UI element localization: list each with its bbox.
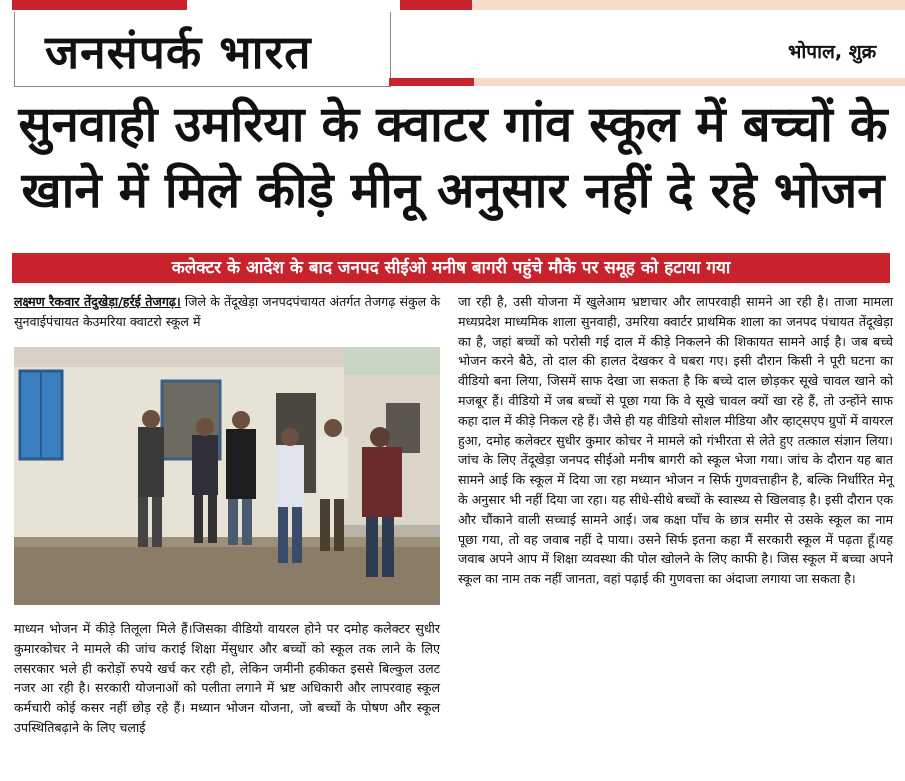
masthead-box [14, 12, 391, 87]
top-peach-band [472, 0, 905, 10]
masthead-red-stripe [389, 78, 474, 86]
top-red-stripe-left [12, 0, 187, 10]
byline: लक्ष्मण रैकवार तेंदुखेड़ा/हर्रई तेजगढ़। [14, 294, 181, 309]
dateline: भोपाल, शुक्र [788, 41, 877, 63]
article-lead-text: जिले के तेंदूखेड़ा जनपदपंचायत अंतर्गत तेजगढ़ संकुल के सुनवाईपंचायत केउमरिया क्वाटरो स्कूल में [14, 294, 440, 329]
top-red-stripe-mid [400, 0, 472, 10]
top-color-bar [0, 0, 905, 12]
article-column-1-bottom: माध्यन भोजन में कीड़े तिलूला मिले हैं।जिसका वीडियो वायरल होने पर दमोह कलेक्टर सुधीर कुमारकोचर ने मामले की जांच कराई शिक्षा मेंसुधार और बच्चों को स्कूल तक लाने के लिए लसरकार भले ही करोड़ों रुपये खर्च कर रही हो, लेकिन जमीनी हकीकत इससे बिल्कुल उलट नजर आ रही है। सरकारी योजनाओं को पलीता लगाने में भ्रष्ट अधिकारी और लापरवाह स्कूल कर्मचारी कोई कसर नहीं छोड़ रहे हैं। मध्यान भोजन योजना, जो बच्चों के पोषण और स्कूल उपस्थितिबढ़ाने के लिए चलाई [14, 621, 440, 735]
masthead-peach-band [474, 78, 905, 86]
subheadline-banner: कलेक्टर के आदेश के बाद जनपद सीईओ मनीष बागरी पहुंचे मौके पर समूह को हटाया गया [12, 253, 890, 283]
headline: सुनवाही उमरिया के क्वाटर गांव स्कूल में बच्चों के खाने में मिले कीड़े मीनू अनुसार नहीं दे रहे भोजन [18, 96, 888, 219]
newspaper-name: जनसंपर्क भारत [45, 25, 312, 79]
news-photo-illustration [14, 347, 440, 605]
article-column-2: जा रही है, उसी योजना में खुलेआम भ्रष्टाचार और लापरवाही सामने आ रही है। ताजा मामला मध्यप्रदेश माध्यमिक शाला सुनवाही, उमरिया क्वार्टर प्राथमिक शाला का जनपद पंचायत तेंदूखेड़ा का है, जहां बच्चों को परोसी गई दाल में कीड़े निकलने की शिकायत सामने आई है। जब बच्चे भोजन करने बैठे, तो दाल की हालत देखकर वे घबरा गए। इसी दौरान किसी ने पूरी घटना का वीडियो बना लिया, जिसमें साफ देखा जा सकता है कि बच्चे दाल छोड़कर सूखे चावल खाने को मजबूर हैं। वीडियो में जब बच्चों से पूछा गया कि वे सूखे चावल क्यों खा रहे हैं, तो उन्होंने साफ कहा दाल में कीड़े निकल रहे हैं। जैसे ही यह वीडियो सोशल मीडिया और व्हाट्सएप ग्रुपों में वायरल हुआ, दमोह कलेक्टर सुधीर कुमार कोचर ने मामले को गंभीरता से लेते हुए तत्काल संज्ञान लिया। जांच के लिए तेंदूखेड़ा जनपद सीईओ मनीष बागरी को स्कूल भेजा गया। जांच के दौरान यह बात सामने आई कि स्कूल में दिया जा रहा मध्यान भोजन न सिर्फ गुणवत्ताहीन है, बल्कि निर्धारित मेनू के अनुसार भी नहीं दिया जा रहा। यह सीधे-सीधे बच्चों के स्वास्थ्य से खिलवाड़ है। इसी दौरान एक और चौंकाने वाली सच्चाई सामने आई। जब कक्षा पाँच के छात्र समीर से उसके स्कूल का नाम पूछा गया, तो वह जवाब नहीं दे पाया। उसने सिर्फ इतना कहा मैं सरकारी स्कूल में पढ़ता हूँ।यह जवाब अपने आप में शिक्षा व्यवस्था की पोल खोलने के लिए काफी है। जिस स्कूल में बच्चा अपने स्कूल का नाम तक नहीं जानता, वहां पढ़ाई की गुणवत्ता का अंदाजा लगाया जा सकता है। [458, 294, 893, 587]
article-column-1-top [14, 292, 440, 332]
news-photo [14, 347, 440, 605]
